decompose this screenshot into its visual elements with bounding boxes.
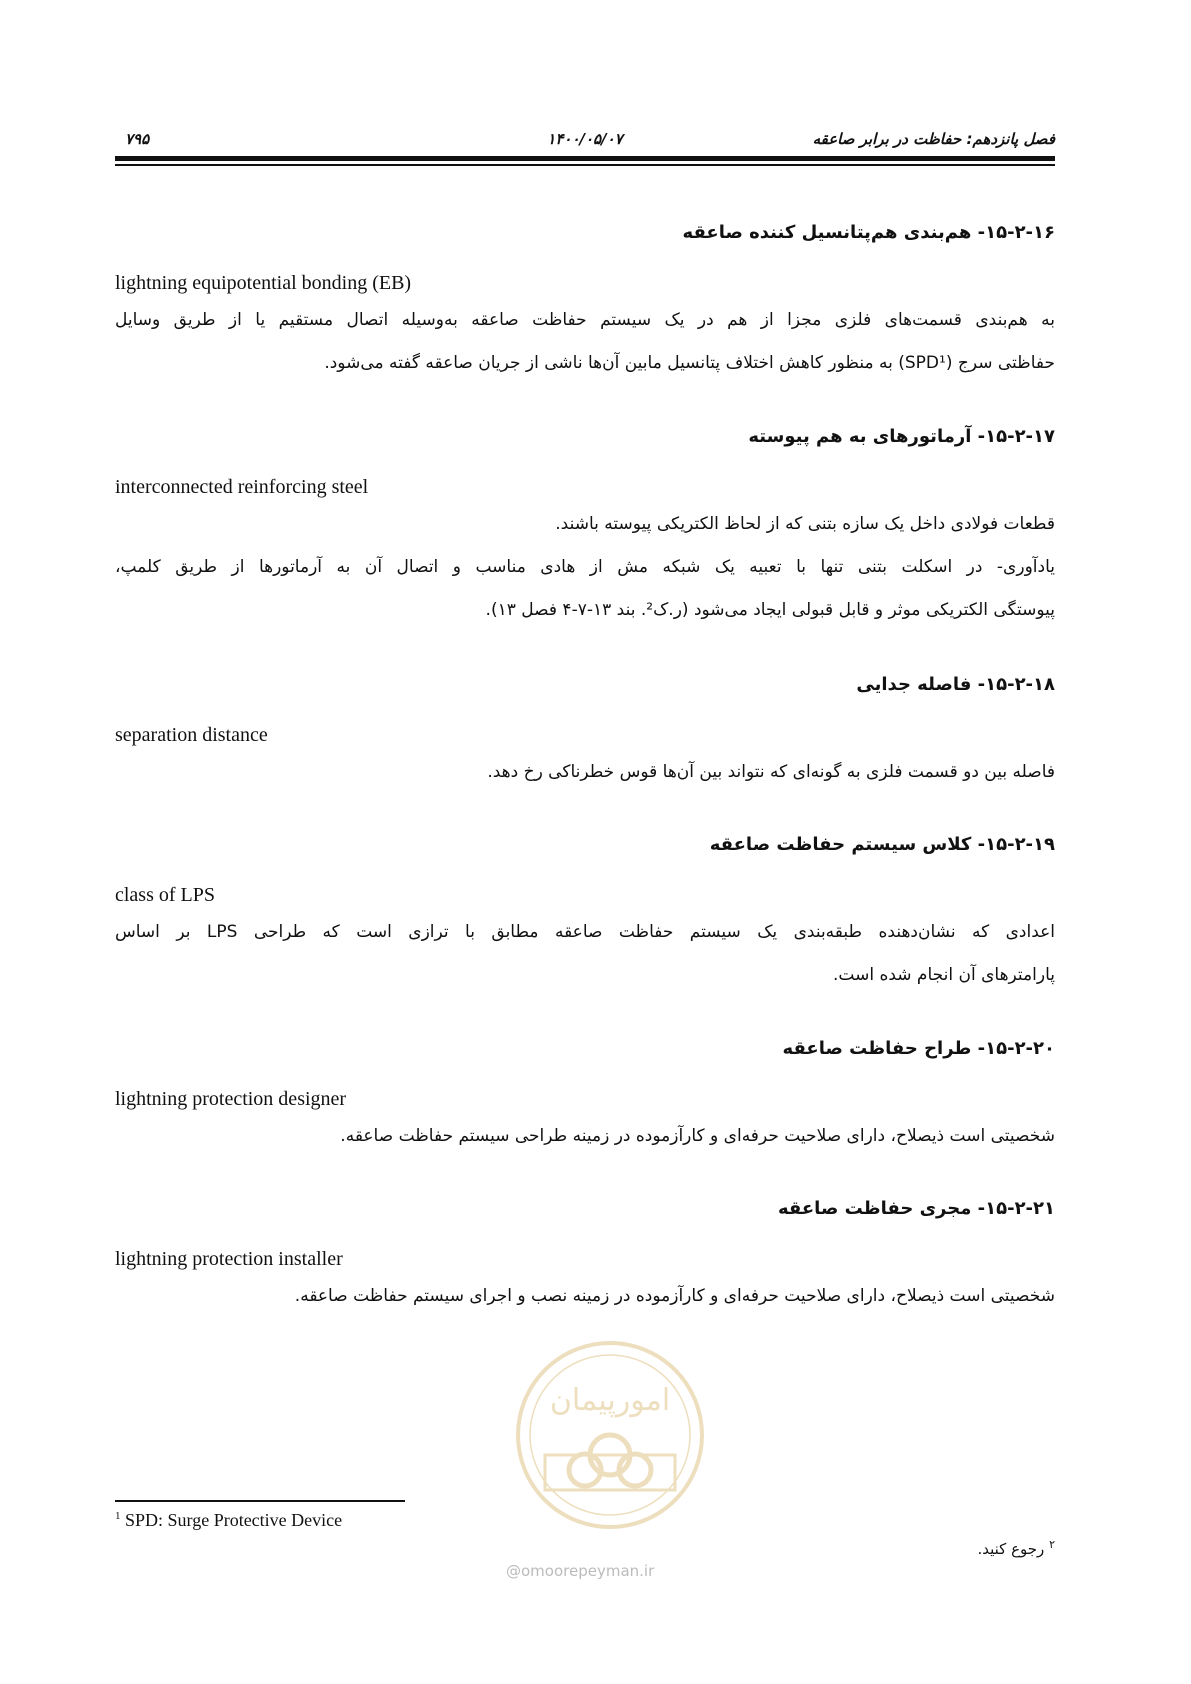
section-body-line: یادآوری- در اسکلت بتنی تنها با تعبیه یک شبکه مش از هادی مناسب و اتصال آن به آرماتورها از طریق کلمپ، — [115, 557, 1055, 577]
section-body-line: حفاظتی سرج (SPD¹) به منظور کاهش اختلاف پتانسیل مابین آن‌ها ناشی از جریان صاعقه گفته می‌شود. — [324, 353, 1055, 373]
watermark-url: @omoorepeyman.ir — [506, 1562, 655, 1580]
svg-text:امورپیمان: امورپیمان — [549, 1383, 671, 1418]
section-title-16: ۱۵-۲-۱۶- هم‌بندی هم‌پتانسیل کننده صاعقه — [682, 222, 1055, 243]
section-body-line: پارامترهای آن انجام شده است. — [832, 965, 1055, 985]
section-english-term-21: lightning protection installer — [115, 1248, 343, 1270]
section-body-line: به هم‌بندی قسمت‌های فلزی مجزا از هم در یک سیستم حفاظت صاعقه به‌وسیله اتصال مستقیم یا از طریق وسایل — [115, 310, 1055, 330]
section-english-term-16: lightning equipotential bonding (EB) — [115, 272, 412, 294]
section-english-term-17: interconnected reinforcing steel — [115, 476, 369, 498]
footnote-text: SPD: Surge Protective Device — [125, 1510, 343, 1530]
section-title-19: ۱۵-۲-۱۹- کلاس سیستم حفاظت صاعقه — [709, 834, 1055, 855]
section-title-21: ۱۵-۲-۲۱- مجری حفاظت صاعقه — [778, 1198, 1055, 1219]
footnote-1 — [115, 1510, 342, 1531]
chapter-title: فصل پانزدهم: حفاظت در برابر صاعقه — [812, 130, 1055, 148]
footnote-text: رجوع کنید. — [977, 1540, 1045, 1558]
section-title-20: ۱۵-۲-۲۰- طراح حفاظت صاعقه — [782, 1038, 1055, 1059]
section-body-line: شخصیتی است ذیصلاح، دارای صلاحیت حرفه‌ای و کارآزموده در زمینه نصب و اجرای سیستم حفاظت صاعقه. — [294, 1286, 1055, 1306]
footnote-rule — [115, 1500, 405, 1502]
header-rule-thin — [115, 164, 1055, 166]
header-date: ۱۴۰۰/۰۵/۰۷ — [547, 130, 623, 148]
page-number: ۷۹۵ — [125, 130, 150, 148]
section-body-line: پیوستگی الکتریکی موثر و قابل قبولی ایجاد می‌شود (ر.ک². بند ۱۳-۷-۴ فصل ۱۳). — [485, 600, 1055, 620]
section-english-term-19: class of LPS — [115, 884, 215, 906]
section-english-term-20: lightning protection designer — [115, 1088, 347, 1110]
section-title-17: ۱۵-۲-۱۷- آرماتورهای به هم پیوسته — [748, 426, 1055, 447]
section-body-line: شخصیتی است ذیصلاح، دارای صلاحیت حرفه‌ای و کارآزموده در زمینه طراحی سیستم حفاظت صاعقه. — [340, 1126, 1055, 1146]
footnote-marker: 1 — [115, 1510, 121, 1522]
section-body-line: فاصله بین دو قسمت فلزی به گونه‌ای که نتواند بین آن‌ها قوس خطرناکی رخ دهد. — [487, 762, 1055, 782]
section-title-18: ۱۵-۲-۱۸- فاصله جدایی — [856, 674, 1055, 695]
footnote-marker: ۲ — [1049, 1538, 1055, 1551]
section-body-line: قطعات فولادی داخل یک سازه بتنی که از لحاظ الکتریکی پیوسته باشند. — [555, 514, 1055, 534]
section-english-term-18: separation distance — [115, 724, 268, 746]
header-rule-thick — [115, 156, 1055, 161]
footnote-2 — [977, 1538, 1055, 1558]
section-body-line: اعدادی که نشان‌دهنده طبقه‌بندی یک سیستم حفاظت صاعقه مطابق با ترازی است که طراحی LPS بر اساس — [115, 922, 1055, 942]
page-header — [115, 130, 1055, 152]
watermark-logo-icon — [505, 1335, 715, 1535]
